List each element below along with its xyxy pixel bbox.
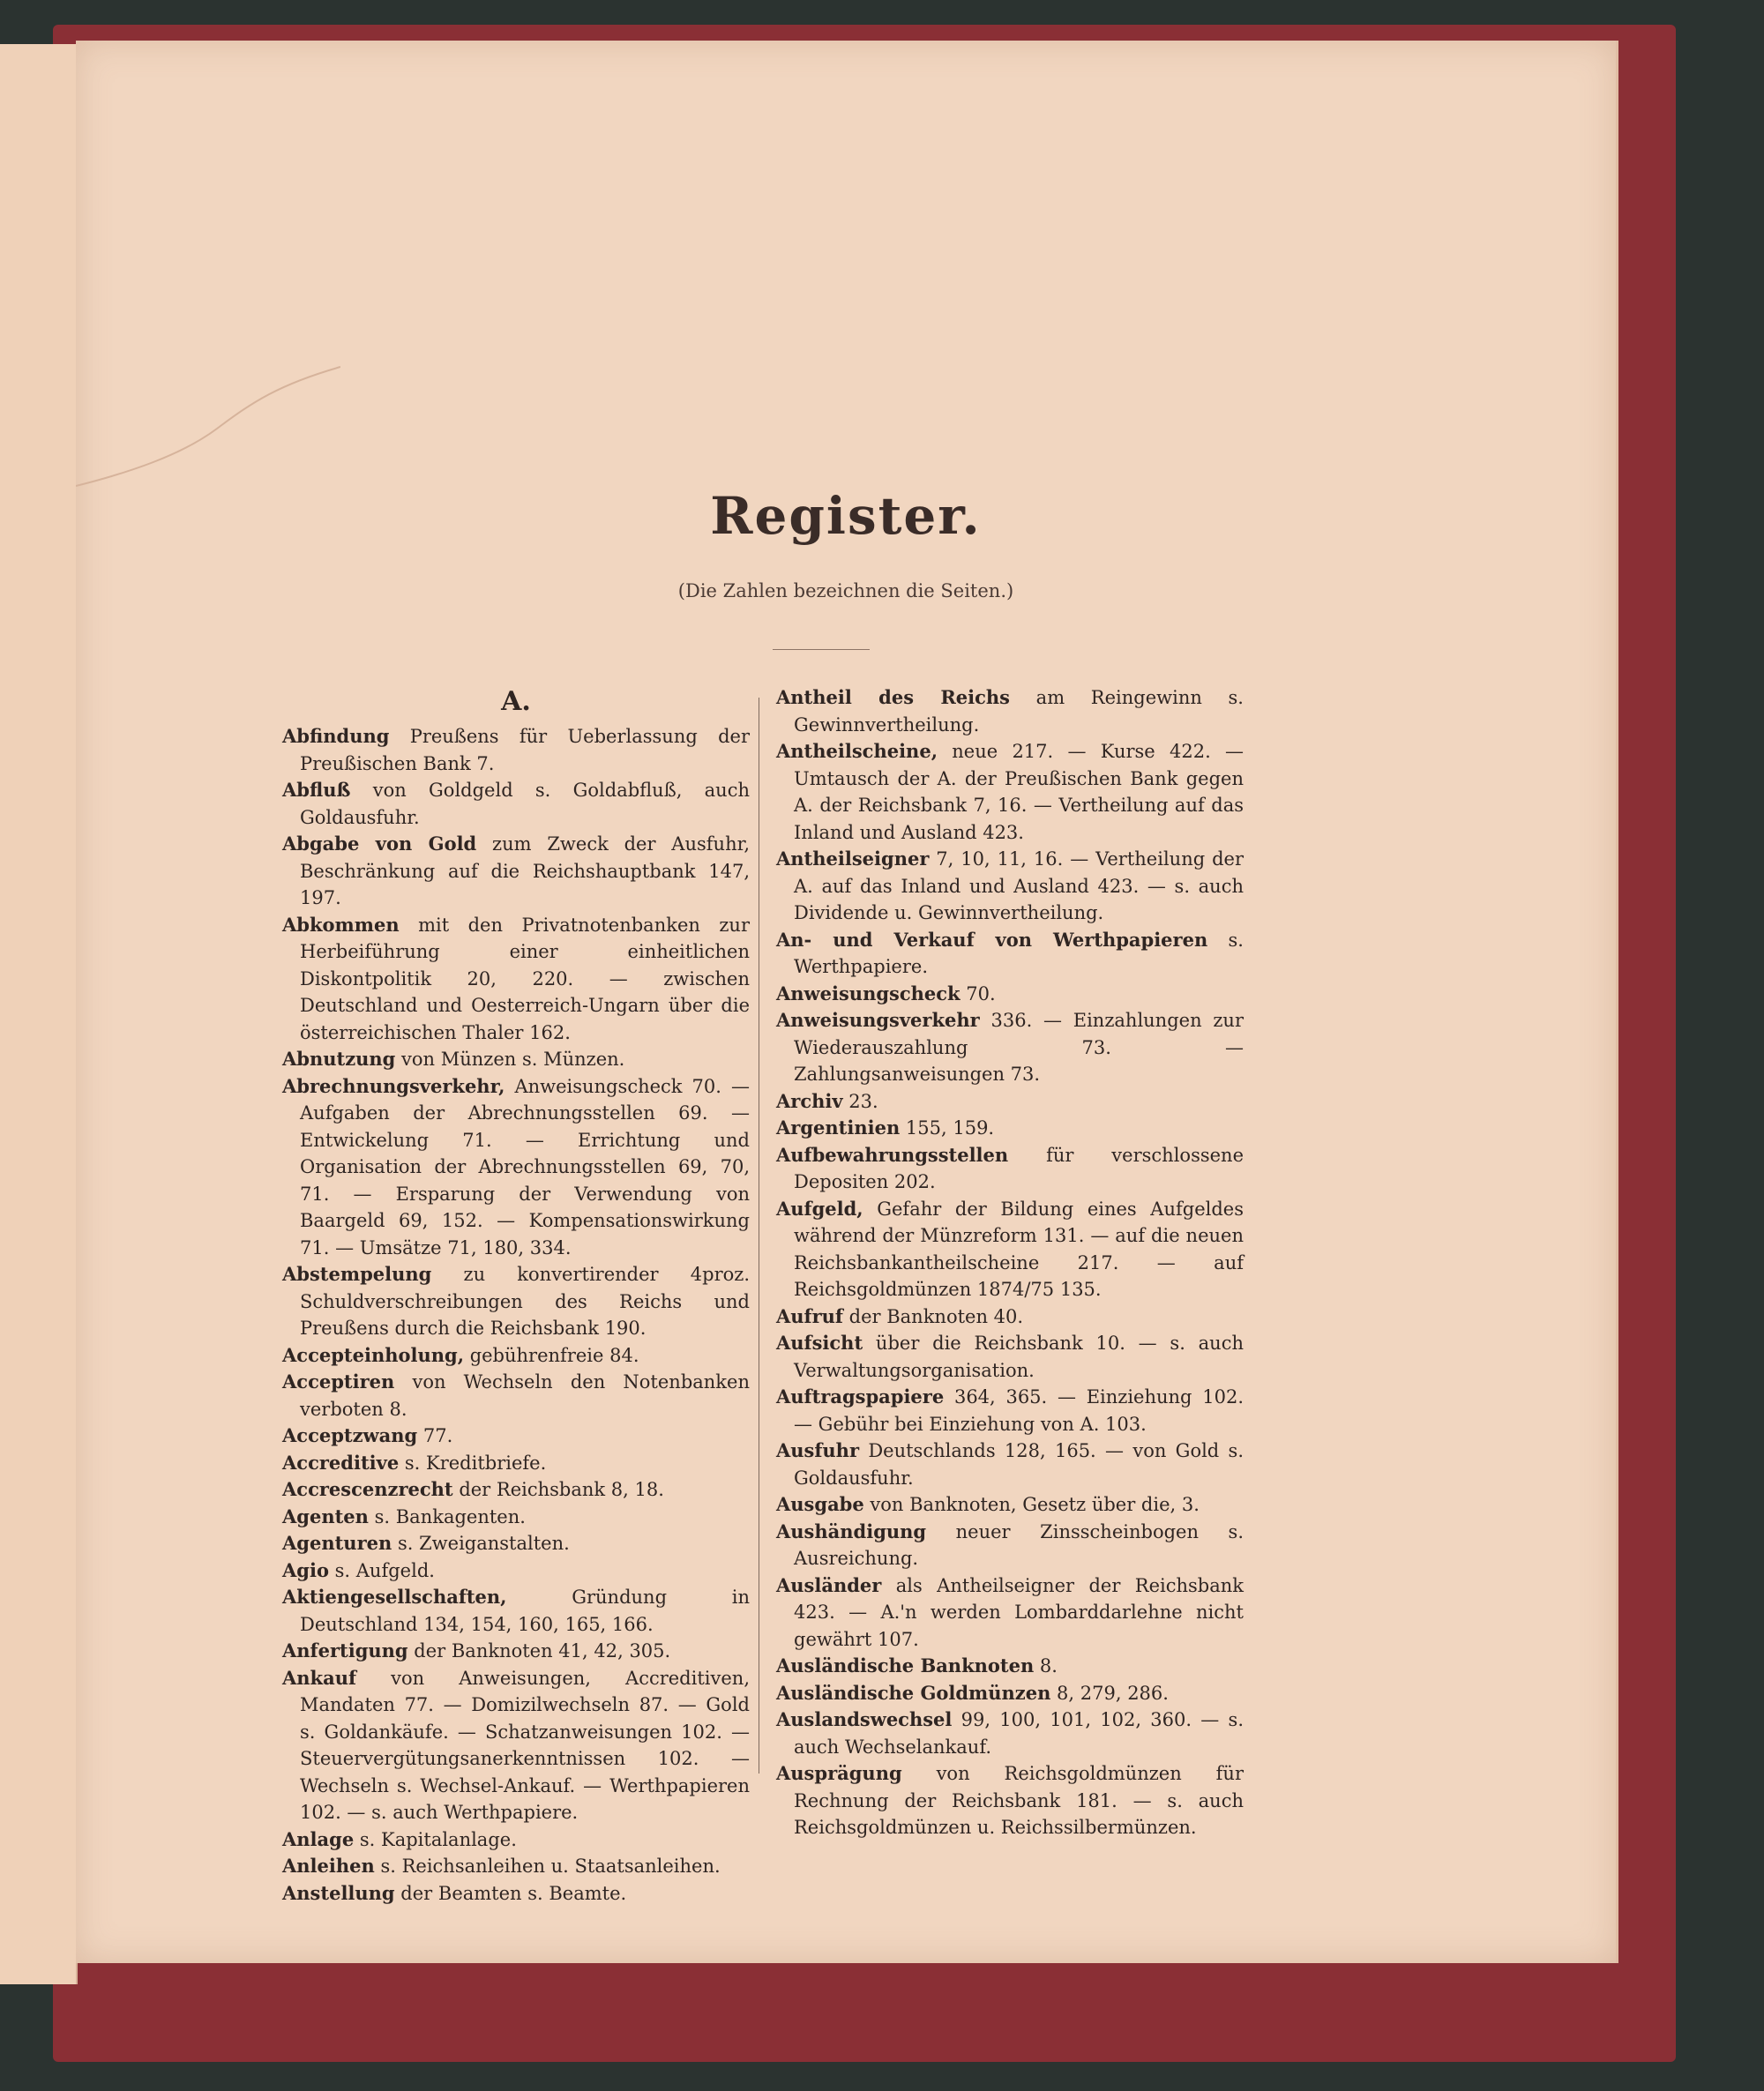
entry-keyword: An- und Verkauf von Werthpapieren (776, 928, 1208, 951)
register-entry (282, 1826, 750, 1854)
entry-keyword: Abnutzung (282, 1048, 396, 1070)
entry-text: 23. (842, 1090, 878, 1112)
page-title: Register. (710, 486, 982, 546)
entry-text: 99, 100, 101, 102, 360. — s. auch Wechselankauf. (794, 1709, 1244, 1758)
entry-keyword: Anlage (282, 1827, 355, 1850)
entry-text: 70. (960, 982, 996, 1004)
register-entry (776, 1088, 1244, 1116)
entry-text: der Banknoten 41, 42, 305. (407, 1640, 671, 1662)
entry-keyword: Anstellung (282, 1881, 395, 1904)
entry-text: s. Kapitalanlage. (354, 1828, 517, 1850)
entry-keyword: Anweisungsverkehr (776, 1009, 980, 1031)
register-entry (282, 1584, 750, 1638)
entry-keyword: Anweisungscheck (776, 982, 960, 1004)
entry-text: für verschlossene Depositen 202. (794, 1144, 1244, 1192)
entry-text: der Beamten s. Beamte. (394, 1882, 627, 1904)
entry-keyword: Aufruf (776, 1304, 843, 1327)
entry-keyword: Ausländische Banknoten (776, 1654, 1035, 1677)
entry-text: von Banknoten, Gesetz über die, 3. (863, 1494, 1200, 1515)
entry-text: der Banknoten 40. (842, 1305, 1024, 1327)
entry-text: zum Zweck der Ausfuhr, Beschränkung auf die Reichshauptbank 147, 197. (300, 833, 750, 908)
register-entry (282, 1476, 750, 1504)
entry-keyword: Antheilseigner (776, 848, 930, 870)
entry-text: 364, 365. — Einziehung 102. — Gebühr bei Einziehung von A. 103. (794, 1386, 1244, 1435)
title-rule (773, 649, 870, 650)
right-column (776, 684, 1244, 1841)
entry-keyword: Ausländer (776, 1573, 882, 1596)
entry-keyword: Anfertigung (282, 1639, 408, 1662)
register-entry (776, 1519, 1244, 1572)
entry-text: mit den Privatnotenbanken zur Herbeiführung einer einheitlichen Diskontpolitik 20, 220. — zwischen Deutschland und Oesterreich-Ungarn über die österreichischen Thaler 162. (300, 914, 750, 1043)
entry-text: der Reichsbank 8, 18. (452, 1479, 664, 1500)
entry-keyword: Auslandswechsel (776, 1708, 953, 1730)
entry-keyword: Abrechnungsverkehr, (282, 1074, 505, 1097)
register-entry (282, 1557, 750, 1585)
entry-keyword: Abfindung (282, 725, 390, 747)
register-entry (282, 1423, 750, 1450)
entry-text: über die Reichsbank 10. — s. auch Verwaltungsorganisation. (794, 1333, 1244, 1381)
register-entry (776, 927, 1244, 981)
entry-keyword: Argentinien (776, 1116, 901, 1139)
register-entry (776, 846, 1244, 927)
entry-keyword: Aushändigung (776, 1520, 927, 1542)
entry-text: Gründung in Deutschland 134, 154, 160, 165, 166. (300, 1587, 750, 1635)
entry-keyword: Antheilscheine, (776, 740, 938, 762)
entry-keyword: Acceptiren (282, 1370, 395, 1393)
register-entry (776, 1491, 1244, 1519)
entry-keyword: Accepteinholung, (282, 1343, 465, 1366)
entry-keyword: Abkommen (282, 913, 400, 936)
entry-text: Preußens für Ueberlassung der Preußischen Bank 7. (300, 726, 750, 774)
entry-text: Deutschlands 128, 165. — von Gold s. Goldausfuhr. (794, 1440, 1244, 1489)
register-entry (776, 1196, 1244, 1303)
register-entry (776, 1572, 1244, 1654)
entry-keyword: Agenten (282, 1505, 369, 1527)
entry-text: als Antheilseigner der Reichsbank 423. — A.'n werden Lombarddarlehne nicht gewährt 107. (794, 1574, 1244, 1650)
entry-text: neue 217. — Kurse 422. — Umtausch der A. der Preußischen Bank gegen A. der Reichsbank 7, 16. — Vertheilung auf das Inland und Ausland 423. (794, 741, 1244, 843)
entry-keyword: Accrescenzrecht (282, 1478, 453, 1500)
register-entry (282, 777, 750, 831)
register-entry (776, 684, 1244, 738)
left-entries (282, 723, 750, 1907)
register-entry (776, 1330, 1244, 1384)
entry-text: s. Reichsanleihen u. Staatsanleihen. (374, 1856, 721, 1877)
entry-keyword: Aufsicht (776, 1332, 863, 1354)
facing-page-edge (0, 44, 78, 1984)
register-entry (776, 1706, 1244, 1760)
entry-text: s. Werthpapiere. (794, 929, 1244, 977)
entry-text: 8, 279, 286. (1050, 1682, 1169, 1704)
section-letter: A. (501, 686, 531, 717)
register-entry (282, 912, 750, 1047)
entry-text: von Wechseln den Notenbanken verboten 8. (300, 1371, 750, 1420)
register-entry (282, 1530, 750, 1557)
paper-crease (76, 358, 340, 490)
entry-text: von Reichsgoldmünzen für Rechnung der Reichsbank 181. — s. auch Reichsgoldmünzen u. Reichssilbermünzen. (794, 1763, 1244, 1838)
entry-text: von Goldgeld s. Goldabfluß, auch Goldausfuhr. (300, 780, 750, 828)
register-entry (282, 1073, 750, 1262)
entry-text: am Reingewinn s. Gewinnvertheilung. (794, 687, 1244, 736)
right-entries (776, 684, 1244, 1841)
entry-text: 336. — Einzahlungen zur Wiederauszahlung 73. — Zahlungsanweisungen 73. (794, 1010, 1244, 1085)
register-entry (776, 1303, 1244, 1331)
register-entry (776, 738, 1244, 846)
entry-keyword: Agenturen (282, 1532, 392, 1554)
entry-keyword: Ausfuhr (776, 1439, 860, 1461)
entry-keyword: Ankauf (282, 1666, 357, 1689)
register-entry (282, 1638, 750, 1665)
entry-keyword: Antheil des Reichs (776, 686, 1010, 708)
entry-text: s. Kreditbriefe. (399, 1452, 547, 1474)
register-entry (282, 1880, 750, 1908)
entry-keyword: Aufgeld, (776, 1197, 863, 1220)
register-entry (282, 1853, 750, 1880)
entry-keyword: Ausgabe (776, 1493, 864, 1515)
register-entry (776, 1115, 1244, 1142)
entry-keyword: Aktiengesellschaften, (282, 1586, 507, 1608)
entry-keyword: Ausländische Goldmünzen (776, 1681, 1051, 1704)
register-entry (776, 1680, 1244, 1707)
register-entry (282, 1261, 750, 1342)
register-entry (776, 1384, 1244, 1438)
register-entry (282, 1046, 750, 1073)
register-entry (776, 981, 1244, 1008)
register-entry (282, 1504, 750, 1531)
entry-text: s. Zweiganstalten. (392, 1533, 570, 1554)
entry-keyword: Anleihen (282, 1855, 375, 1877)
entry-keyword: Agio (282, 1558, 329, 1581)
entry-keyword: Abstempelung (282, 1263, 432, 1285)
entry-text: 7, 10, 11, 16. — Vertheilung der A. auf das Inland und Ausland 423. — s. auch Dividende u. Gewinnvertheilung. (794, 848, 1244, 923)
register-entry (776, 1142, 1244, 1196)
register-entry (282, 831, 750, 912)
register-entry (282, 1342, 750, 1370)
entry-text: Gefahr der Bildung eines Aufgeldes während der Münzreform 131. — auf die neuen Reichsbankantheilscheine 217. — auf Reichsgoldmünzen 1874/75 135. (794, 1198, 1244, 1300)
entry-keyword: Archiv (776, 1089, 843, 1112)
register-entry (776, 1007, 1244, 1088)
entry-text: von Anweisungen, Accreditiven, Mandaten 77. — Domizilwechseln 87. — Gold s. Goldankäufe. — Schatzanweisungen 102. — Steuervergütungsanerkenntnissen 102. — Wechseln s. Wechsel-Ankauf. — Werthpapieren 102. — s. auch Werthpapiere. (300, 1667, 750, 1823)
entry-text: 155, 159. (900, 1117, 995, 1139)
left-column (282, 684, 750, 1907)
entry-keyword: Abgabe von Gold (282, 833, 477, 855)
entry-keyword: Abfluß (282, 779, 351, 801)
entry-keyword: Auftragspapiere (776, 1385, 945, 1408)
register-entry (282, 1665, 750, 1826)
entry-keyword: Aufbewahrungsstellen (776, 1143, 1009, 1166)
entry-keyword: Ausprägung (776, 1762, 902, 1784)
entry-text: Anweisungscheck 70. — Aufgaben der Abrechnungsstellen 69. — Entwickelung 71. — Errichtung und Organisation der Abrechnungsstellen 69, 70, 71. — Ersparung der Verwendung von Baargeld 69, 152. — Kompensationswirkung 71. — Umsätze 71, 180, 334. (300, 1075, 750, 1258)
register-entry (776, 1653, 1244, 1680)
register-entry (282, 1369, 750, 1423)
entry-text: neuer Zinsscheinbogen s. Ausreichung. (794, 1520, 1244, 1569)
entry-keyword: Accreditive (282, 1451, 400, 1474)
entry-text: zu konvertirender 4proz. Schuldverschreibungen des Reichs und Preußens durch die Reichsbank 190. (300, 1264, 750, 1339)
register-entry (776, 1760, 1244, 1841)
entry-text: 8. (1034, 1655, 1058, 1677)
entry-keyword: Acceptzwang (282, 1424, 418, 1446)
register-entry (776, 1438, 1244, 1491)
register-entry (282, 723, 750, 777)
entry-text: 77. (417, 1425, 453, 1446)
entry-text: s. Bankagenten. (368, 1505, 526, 1527)
entry-text: gebührenfreie 84. (464, 1344, 639, 1366)
entry-text: s. Aufgeld. (328, 1559, 435, 1581)
register-page (76, 41, 1618, 1963)
entry-text: von Münzen s. Münzen. (395, 1049, 625, 1070)
register-entry (282, 1450, 750, 1477)
page-subtitle: (Die Zahlen bezeichnen die Seiten.) (677, 580, 1014, 601)
